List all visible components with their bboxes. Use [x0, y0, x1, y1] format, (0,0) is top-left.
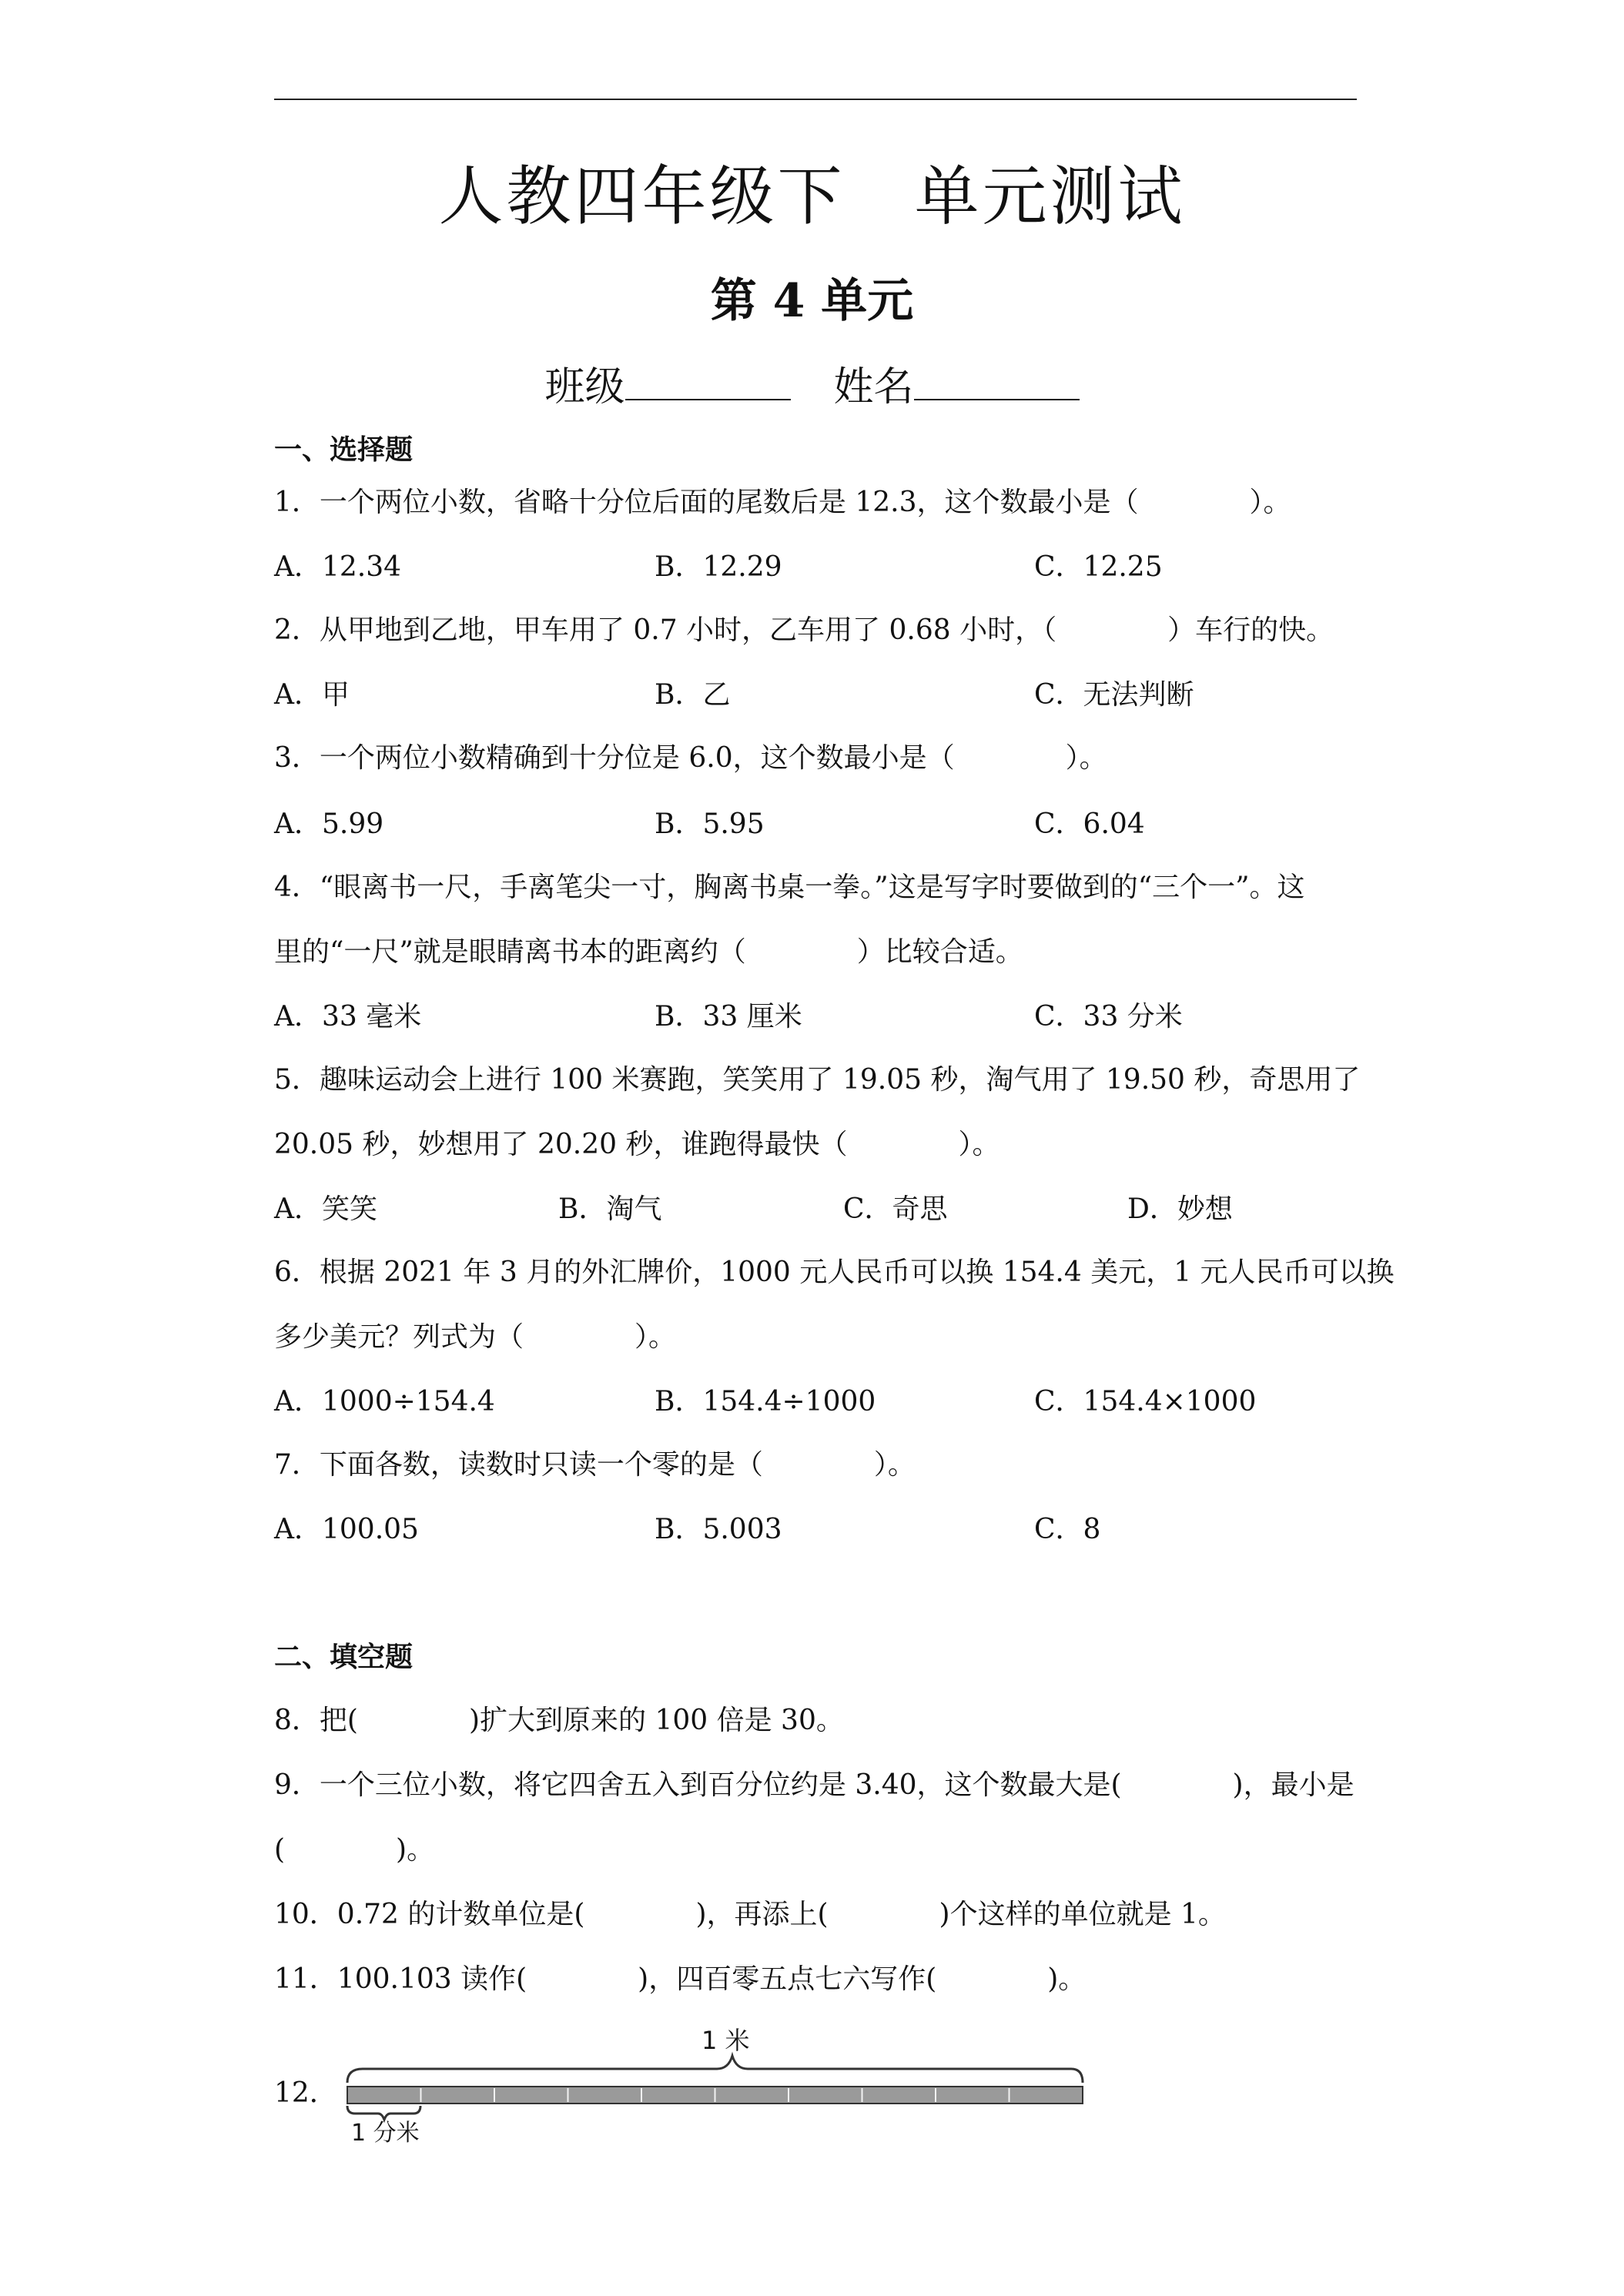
q2-option-b[interactable]: B．乙	[655, 679, 731, 711]
bottom-brace	[347, 2106, 420, 2120]
section-heading-fill: 二、填空题	[274, 1642, 414, 1673]
question-5-line2: 20.05 秒，妙想用了 20.20 秒，谁跑得最快（ ）。	[274, 1129, 1000, 1160]
question-4-line2: 里的“一尺”就是眼睛离书本的距离约（ ）比较合适。	[274, 936, 1023, 968]
question-6-line2: 多少美元？列式为（ ）。	[274, 1321, 677, 1353]
q7-option-c[interactable]: C．8	[1034, 1514, 1101, 1545]
question-1: 1．一个两位小数，省略十分位后面的尾数后是 12.3，这个数最小是（ ）。	[274, 487, 1291, 518]
class-label: 班级	[544, 364, 625, 410]
question-8: 8．把( )扩大到原来的 100 倍是 30。	[274, 1705, 844, 1736]
top-rule	[274, 99, 1357, 100]
q1-option-a[interactable]: A．12.34	[274, 551, 402, 583]
name-blank[interactable]	[914, 363, 1080, 400]
question-2: 2．从甲地到乙地，甲车用了 0.7 小时，乙车用了 0.68 小时，（ ）车行的快。	[274, 614, 1334, 646]
question-9-line1: 9．一个三位小数，将它四舍五入到百分位约是 3.40，这个数最大是( )，最小是	[274, 1769, 1354, 1801]
title-part1: 人教四年级下	[438, 159, 845, 234]
q5-option-b[interactable]: B．淘气	[558, 1193, 662, 1225]
q4-option-c[interactable]: C．33 分米	[1034, 1001, 1183, 1033]
question-11: 11．100.103 读作( )，四百零五点七六写作( )。	[274, 1963, 1087, 1995]
question-5-line1: 5．趣味运动会上进行 100 米赛跑，笑笑用了 19.05 秒，淘气用了 19.50 秒，奇思用了	[274, 1064, 1361, 1096]
q1-option-b[interactable]: B．12.29	[655, 551, 782, 583]
q6-option-b[interactable]: B．154.4÷1000	[655, 1386, 876, 1417]
class-blank[interactable]	[625, 363, 791, 400]
ruler-label-decimeter: 1 分米	[351, 2120, 420, 2147]
q5-option-d[interactable]: D．妙想	[1127, 1193, 1233, 1225]
q5-option-c[interactable]: C．奇思	[843, 1193, 948, 1225]
top-brace	[347, 2056, 1083, 2083]
q4-option-a[interactable]: A．33 毫米	[274, 1001, 422, 1033]
q7-option-a[interactable]: A．100.05	[274, 1514, 419, 1545]
q3-option-c[interactable]: C．6.04	[1034, 808, 1145, 840]
meter-ruler-figure	[274, 2021, 1121, 2152]
question-10: 10．0.72 的计数单位是( )，再添上( )个这样的单位就是 1。	[274, 1899, 1226, 1930]
question-7: 7．下面各数，读数时只读一个零的是（ ）。	[274, 1449, 916, 1481]
section-heading-choice: 一、选择题	[274, 434, 414, 466]
q3-option-a[interactable]: A．5.99	[274, 808, 384, 840]
q1-option-c[interactable]: C．12.25	[1034, 551, 1163, 583]
question-3: 3．一个两位小数精确到十分位是 6.0，这个数最小是（ ）。	[274, 742, 1107, 774]
q4-option-b[interactable]: B．33 厘米	[655, 1001, 802, 1033]
question-4-line1: 4．“眼离书一尺，手离笔尖一寸，胸离书桌一拳。”这是写字时要做到的“三个一”。这	[274, 872, 1305, 903]
ruler-svg	[274, 2021, 1121, 2152]
q7-option-b[interactable]: B．5.003	[655, 1514, 782, 1545]
q2-option-a[interactable]: A．甲	[274, 679, 350, 711]
ruler-label-meter: 1 米	[702, 2026, 750, 2055]
q6-option-a[interactable]: A．1000÷154.4	[274, 1386, 495, 1417]
q6-option-c[interactable]: C．154.4×1000	[1034, 1386, 1257, 1417]
title-part2: 单元测试	[914, 159, 1186, 234]
question-9-line2: ( )。	[274, 1834, 435, 1866]
class-name-line	[0, 354, 1624, 412]
question-6-line1: 6．根据 2021 年 3 月的外汇牌价，1000 元人民币可以换 154.4 美元，1 元人民币可以换	[274, 1257, 1395, 1288]
q3-option-b[interactable]: B．5.95	[655, 808, 765, 840]
q2-option-c[interactable]: C．无法判断	[1034, 679, 1194, 711]
unit-subtitle: 第 4 单元	[710, 274, 914, 328]
question-12-number: 12．	[274, 2077, 337, 2109]
name-label: 姓名	[833, 364, 914, 410]
page-title	[0, 145, 1624, 238]
q5-option-a[interactable]: A．笑笑	[274, 1193, 377, 1225]
